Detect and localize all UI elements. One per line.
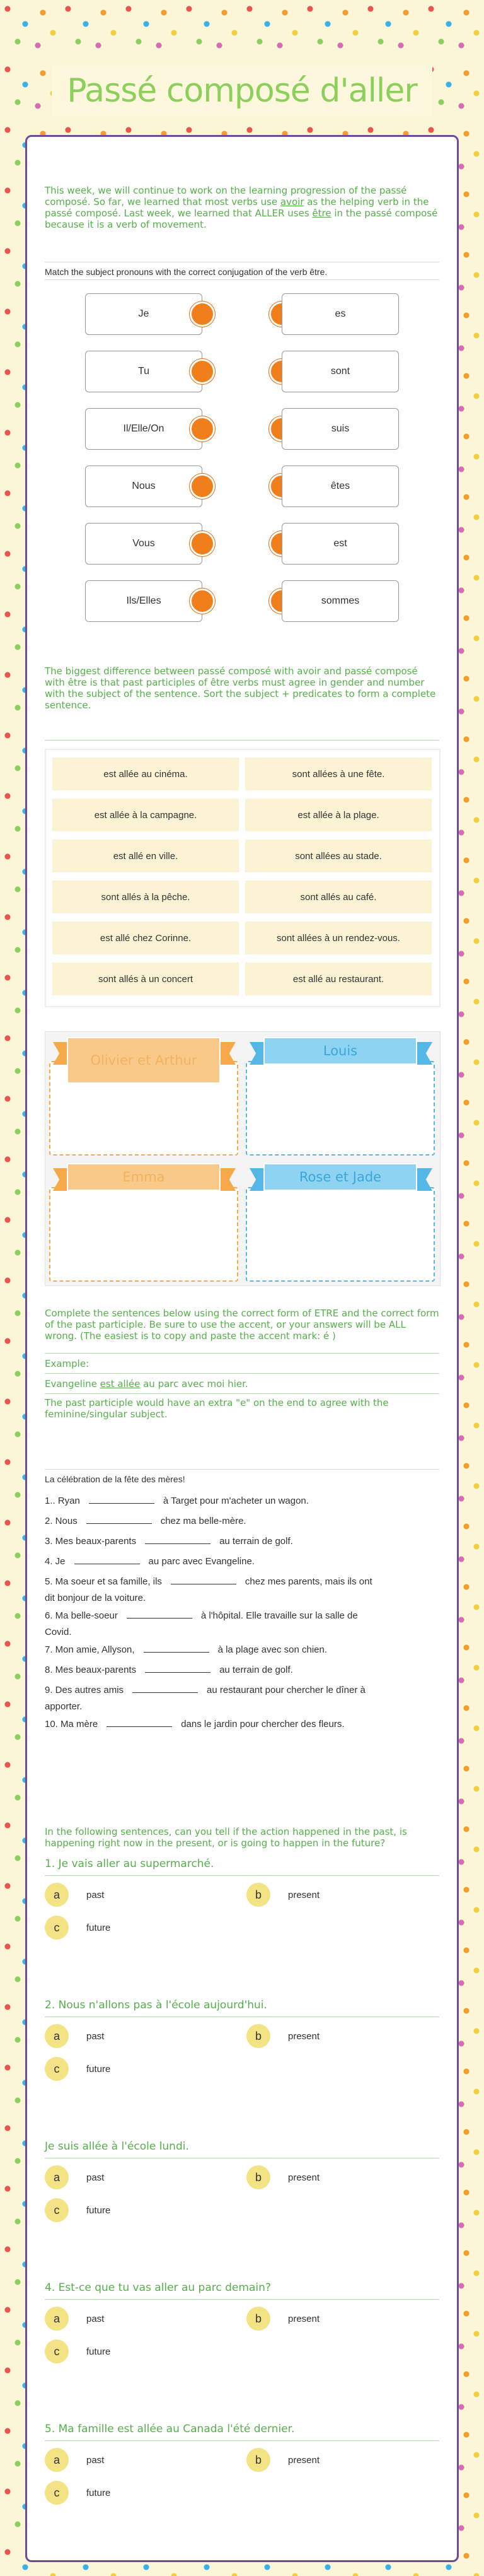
sentence-start: 8. Mes beaux-parents: [45, 1665, 137, 1675]
answer-blank[interactable]: [74, 1554, 140, 1564]
fill-sentence: [45, 1574, 442, 1607]
sorting-instruction: The biggest difference between passé composé with avoir and passé composé with être is that past participles of être verbs must agree in gender and number with the subject of the sentence. Sort the subject + predicates to form a complete sentence.: [45, 665, 436, 711]
question-text: 5. Ma famille est allée au Canada l'été dernier.: [45, 2423, 295, 2435]
sentence-start: 2. Nous: [45, 1516, 78, 1526]
match-connector-left[interactable]: [190, 302, 215, 327]
sort-chip[interactable]: est allée à la plage.: [245, 799, 432, 831]
match-left-item[interactable]: Tu: [85, 351, 202, 392]
option-letter-badge: b: [246, 2024, 270, 2048]
answer-blank[interactable]: [86, 1514, 152, 1524]
example-note: The past participle would have an extra "e" on the end to agree with the feminine/singular subject.: [45, 1397, 389, 1420]
sentence-end: chez mes parents, mais ils ont: [245, 1576, 372, 1587]
sort-chip[interactable]: sont allés à un concert: [52, 963, 239, 995]
option-letter-badge: a: [45, 2448, 69, 2472]
match-left-item[interactable]: Vous: [85, 523, 202, 565]
example-sentence: [45, 1378, 439, 1390]
answer-option[interactable]: [45, 2057, 110, 2081]
answer-option[interactable]: [45, 2198, 110, 2222]
mcq-instruction: In the following sentences, can you tell if the action happened in the past, is happening right now in the present, or is going to happen in the future?: [45, 1826, 407, 1849]
fill-sentence: [45, 1642, 442, 1658]
sentence-end: au terrain de golf.: [219, 1665, 293, 1675]
match-left-item[interactable]: Il/Elle/On: [85, 408, 202, 450]
sentence-continuation: dit bonjour de la voiture.: [45, 1593, 146, 1603]
option-letter-badge: c: [45, 2481, 69, 2505]
answer-option[interactable]: [45, 2339, 110, 2363]
option-letter-badge: c: [45, 2198, 69, 2222]
category-drop-zone[interactable]: [246, 1061, 435, 1156]
sorting-source-area: [45, 749, 441, 1007]
answer-blank[interactable]: [127, 1608, 192, 1619]
intro-etre: être: [312, 208, 331, 219]
answer-blank[interactable]: [144, 1642, 209, 1653]
option-label: past: [86, 2313, 105, 2324]
sort-chip[interactable]: est allé au restaurant.: [245, 963, 432, 995]
category-drop-zone[interactable]: [49, 1187, 238, 1282]
divider: [45, 1353, 439, 1354]
option-label: present: [288, 2454, 320, 2466]
fill-sentence: [45, 1682, 442, 1715]
intro-part3: in the passé composé because it is a verb of movement.: [45, 208, 438, 230]
option-label: future: [86, 2063, 111, 2075]
question-text: 1. Je vais aller au supermarché.: [45, 1858, 214, 1870]
sorting-category-area: [45, 1031, 441, 1286]
match-right-item[interactable]: sont: [282, 351, 399, 392]
option-label: past: [86, 2454, 105, 2466]
sentence-continuation: Covid.: [45, 1627, 72, 1637]
category-label: Rose et Jade: [263, 1163, 417, 1191]
sentence-continuation: apporter.: [45, 1701, 83, 1712]
answer-option[interactable]: [45, 2165, 104, 2189]
matching-prompt: Match the subject pronouns with the correct conjugation of the verb être.: [45, 267, 328, 277]
example-pre: Evangeline: [45, 1378, 100, 1390]
option-label: future: [86, 2346, 111, 2357]
match-right-item[interactable]: suis: [282, 408, 399, 450]
match-right-item[interactable]: es: [282, 293, 399, 335]
fill-heading: La célébration de la fête des mères!: [45, 1474, 185, 1484]
sentence-end: au restaurant pour chercher le dîner à: [207, 1685, 366, 1695]
divider: [45, 1393, 439, 1394]
match-connector-left[interactable]: [190, 588, 215, 614]
fill-sentence: [45, 1513, 442, 1530]
option-letter-badge: a: [45, 1883, 69, 1907]
option-letter-badge: c: [45, 1916, 69, 1940]
divider: [45, 1373, 439, 1374]
fill-instruction: Complete the sentences below using the correct form of ETRE and the correct form of the past participle. Be sure to use the accent, or your answers will be ALL wrong. (The easiest is to copy and paste the accent mark: é ): [45, 1308, 439, 1342]
sort-chip[interactable]: sont allées au stade.: [245, 840, 432, 872]
sentence-end: dans le jardin pour chercher des fleurs.: [181, 1719, 345, 1730]
answer-option[interactable]: [45, 1883, 104, 1907]
answer-option[interactable]: [45, 2481, 110, 2505]
option-letter-badge: b: [246, 2448, 270, 2472]
question-text: 2. Nous n'allons pas à l'école aujourd'hui.: [45, 1999, 267, 2011]
option-label: past: [86, 2172, 105, 2183]
intro-part1: This week, we will continue to work on the learning progression of the passé composé. So far, we learned that most verbs use: [45, 185, 407, 208]
match-left-item[interactable]: Nous: [85, 465, 202, 507]
example-answer: est allée: [100, 1378, 141, 1390]
match-connector-left[interactable]: [190, 416, 215, 442]
sentence-end: à la plage avec son chien.: [217, 1644, 328, 1655]
match-left-item[interactable]: Je: [85, 293, 202, 335]
match-right-item[interactable]: sommes: [282, 580, 399, 622]
answer-blank[interactable]: [132, 1683, 198, 1693]
option-letter-badge: c: [45, 2057, 69, 2081]
example-post: au parc avec moi hier.: [140, 1378, 248, 1390]
option-letter-badge: a: [45, 2024, 69, 2048]
match-left-item[interactable]: Ils/Elles: [85, 580, 202, 622]
intro-avoir: avoir: [280, 196, 304, 208]
fill-sentence: [45, 1608, 442, 1641]
answer-option[interactable]: [246, 2307, 320, 2331]
match-right-item[interactable]: est: [282, 523, 399, 565]
sort-chip[interactable]: sont allées à une fête.: [245, 758, 432, 790]
sentence-start: 9. Des autres amis: [45, 1685, 124, 1695]
option-letter-badge: a: [45, 2307, 69, 2331]
sort-chip[interactable]: est allé en ville.: [52, 840, 239, 872]
sentence-end: à Target pour m'acheter un wagon.: [163, 1496, 309, 1506]
divider: [45, 2299, 439, 2300]
category-label: Olivier et Arthur: [67, 1037, 221, 1084]
option-label: past: [86, 1889, 105, 1900]
fill-sentence: [45, 1554, 442, 1570]
sentence-start: 3. Mes beaux-parents: [45, 1536, 137, 1547]
intro-text: [45, 185, 439, 230]
question-text: 4. Est-ce que tu vas aller au parc demain?: [45, 2281, 271, 2294]
divider: [45, 1875, 439, 1876]
option-letter-badge: b: [246, 2307, 270, 2331]
worksheet: [25, 135, 459, 2562]
option-letter-badge: a: [45, 2165, 69, 2189]
answer-option[interactable]: [246, 2165, 320, 2189]
option-label: present: [288, 2030, 320, 2042]
sentence-end: au terrain de golf.: [219, 1536, 293, 1547]
option-letter-badge: b: [246, 2165, 270, 2189]
sort-chip[interactable]: est allé chez Corinne.: [52, 922, 239, 954]
divider: [45, 279, 439, 280]
sentence-end: à l'hôpital. Elle travaille sur la salle de: [200, 1610, 358, 1621]
divider: [45, 1469, 439, 1470]
sort-chip[interactable]: sont allées à un rendez-vous.: [245, 922, 432, 954]
category-drop-zone[interactable]: [246, 1187, 435, 1282]
answer-option[interactable]: [246, 1883, 320, 1907]
option-label: present: [288, 1889, 320, 1900]
match-connector-left[interactable]: [190, 474, 215, 499]
answer-option[interactable]: [246, 2024, 320, 2048]
title-banner: [52, 66, 432, 116]
sentence-start: 5. Ma soeur et sa famille, ils: [45, 1576, 162, 1587]
match-right-item[interactable]: êtes: [282, 465, 399, 507]
answer-option[interactable]: [45, 2448, 104, 2472]
match-connector-left[interactable]: [190, 359, 215, 384]
answer-option[interactable]: [45, 2307, 104, 2331]
option-label: present: [288, 2313, 320, 2324]
category-label: Louis: [263, 1037, 417, 1065]
answer-blank[interactable]: [89, 1494, 154, 1504]
option-label: future: [86, 1922, 111, 1933]
fill-sentence: [45, 1716, 442, 1733]
option-letter-badge: b: [246, 1883, 270, 1907]
fill-sentence: [45, 1493, 442, 1509]
answer-option[interactable]: [246, 2448, 320, 2472]
question-text: Je suis allée à l'école lundi.: [45, 2140, 189, 2153]
example-label: Example:: [45, 1358, 89, 1369]
sort-chip[interactable]: sont allés à la pêche.: [52, 881, 239, 913]
sentence-start: 10. Ma mère: [45, 1719, 98, 1730]
sort-chip[interactable]: sont allés au café.: [245, 881, 432, 913]
match-connector-left[interactable]: [190, 531, 215, 556]
option-label: future: [86, 2487, 111, 2498]
intro-part2: as the helping verb in the passé composé. Last week, we learned that ALLER uses: [45, 196, 429, 219]
page-title: Passé composé d'aller: [67, 72, 417, 110]
answer-blank[interactable]: [145, 1534, 210, 1544]
option-label: present: [288, 2172, 320, 2183]
answer-blank[interactable]: [171, 1574, 236, 1584]
sentence-start: 7. Mon amie, Allyson,: [45, 1644, 135, 1655]
option-label: past: [86, 2030, 105, 2042]
answer-option[interactable]: [45, 2024, 104, 2048]
divider: [45, 740, 439, 741]
answer-option[interactable]: [45, 1916, 110, 1940]
sort-chip[interactable]: est allée à la campagne.: [52, 799, 239, 831]
sentence-start: 6. Ma belle-soeur: [45, 1610, 118, 1621]
category-label: Emma: [67, 1163, 221, 1191]
option-label: future: [86, 2204, 111, 2216]
fill-sentence: [45, 1662, 442, 1678]
fill-sentence: [45, 1533, 442, 1550]
sentence-end: au parc avec Evangeline.: [148, 1556, 255, 1567]
option-letter-badge: c: [45, 2339, 69, 2363]
answer-blank[interactable]: [107, 1717, 172, 1727]
sentence-end: chez ma belle-mère.: [160, 1516, 246, 1526]
answer-blank[interactable]: [145, 1663, 210, 1673]
sentence-start: 1.. Ryan: [45, 1496, 80, 1506]
sort-chip[interactable]: est allée au cinéma.: [52, 758, 239, 790]
divider: [45, 2440, 439, 2441]
sentence-start: 4. Je: [45, 1556, 66, 1567]
